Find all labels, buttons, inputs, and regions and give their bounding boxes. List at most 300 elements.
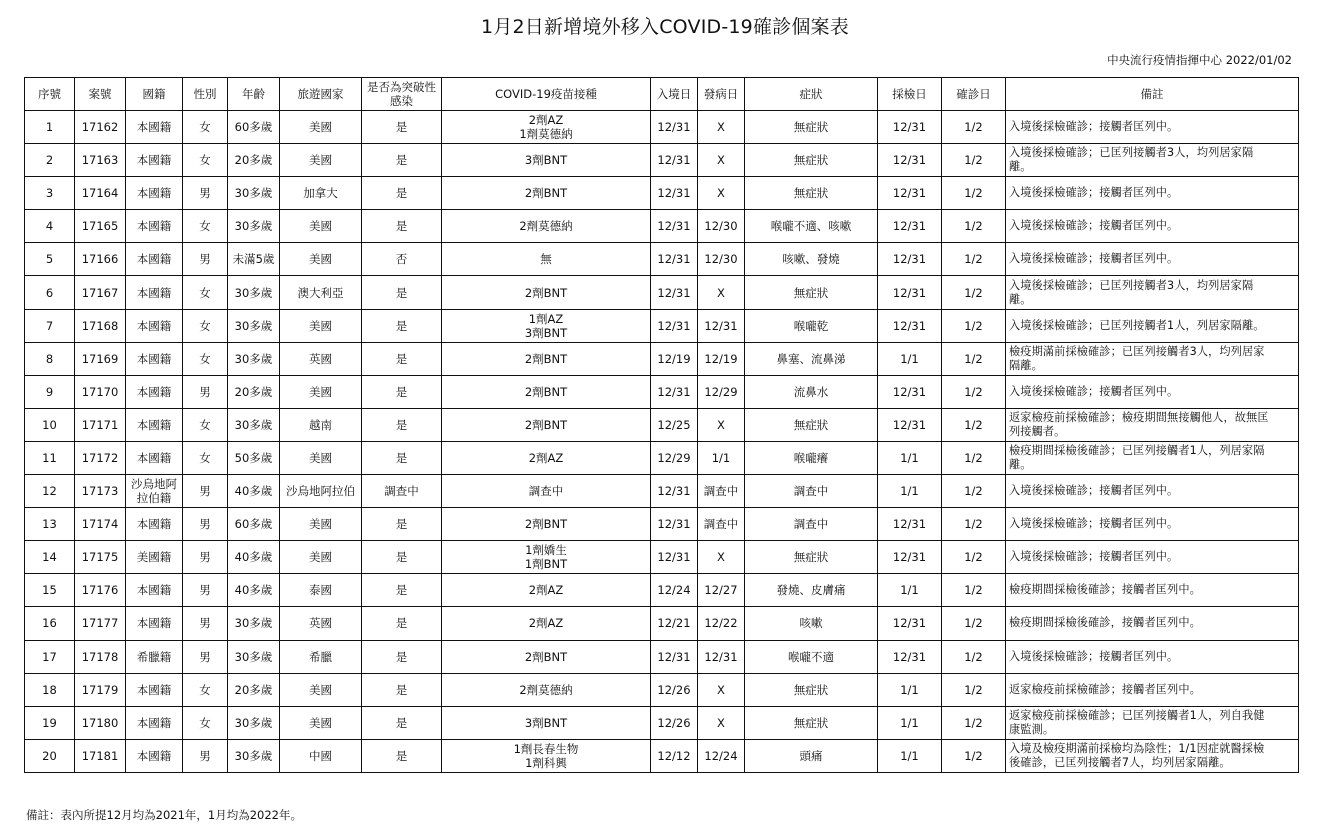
case-table-container [24,77,1298,773]
cell-col-vaccine: 2劑BNT [442,177,651,210]
cell-col-symptoms: 無症狀 [745,673,878,706]
table-row [25,375,1299,408]
cell-col-nationality: 本國籍 [126,276,183,309]
cell-col-confirm-date: 1/2 [942,342,1006,375]
cell-col-case-no: 17169 [75,342,126,375]
cell-col-confirm-date: 1/2 [942,508,1006,541]
cell-col-test-date: 12/31 [878,640,942,673]
header-col-confirm-date: 確診日 [942,78,1006,111]
cell-col-travel-country: 英國 [280,607,362,640]
cell-col-seq: 20 [25,739,75,772]
cell-col-seq: 11 [25,441,75,474]
cell-col-case-no: 17165 [75,210,126,243]
cell-col-onset-date: 12/27 [698,574,745,607]
cell-col-breakthrough: 是 [362,210,442,243]
cell-col-entry-date: 12/31 [651,144,698,177]
cell-col-case-no: 17167 [75,276,126,309]
header-col-entry-date: 入境日 [651,78,698,111]
table-row [25,607,1299,640]
header-col-onset-date: 發病日 [698,78,745,111]
cell-col-travel-country: 美國 [280,144,362,177]
header-col-symptoms: 症狀 [745,78,878,111]
cell-col-symptoms: 調查中 [745,508,878,541]
cell-col-symptoms: 咳嗽 [745,607,878,640]
table-row [25,111,1299,144]
cell-col-symptoms: 喉嚨癢 [745,441,878,474]
cell-col-sex: 男 [183,541,228,574]
cell-col-notes: 入境後採檢確診；接觸者匡列中。 [1006,640,1299,673]
cell-col-breakthrough: 調查中 [362,475,442,508]
cell-col-entry-date: 12/21 [651,607,698,640]
cell-col-confirm-date: 1/2 [942,144,1006,177]
cell-col-case-no: 17181 [75,739,126,772]
cell-col-travel-country: 美國 [280,441,362,474]
cell-col-nationality: 本國籍 [126,739,183,772]
cell-col-age: 20多歲 [228,144,280,177]
cell-col-vaccine: 2劑莫德納 [442,673,651,706]
cell-col-seq: 18 [25,673,75,706]
cell-col-entry-date: 12/31 [651,177,698,210]
header-col-test-date: 採檢日 [878,78,942,111]
cell-col-sex: 男 [183,375,228,408]
cell-col-notes: 返家檢疫前採檢確診；已匡列接觸者1人，列自我健 康監測。 [1006,706,1299,739]
cell-col-onset-date: X [698,111,745,144]
cell-col-breakthrough: 是 [362,706,442,739]
cell-col-breakthrough: 否 [362,243,442,276]
cell-col-test-date: 12/31 [878,111,942,144]
cell-col-symptoms: 鼻塞、流鼻涕 [745,342,878,375]
cell-col-nationality: 本國籍 [126,243,183,276]
cell-col-case-no: 17172 [75,441,126,474]
cell-col-travel-country: 美國 [280,508,362,541]
cell-col-vaccine: 調查中 [442,475,651,508]
cell-col-onset-date: X [698,706,745,739]
cell-col-vaccine: 2劑AZ [442,574,651,607]
table-row [25,177,1299,210]
cell-col-nationality: 沙烏地阿 拉伯籍 [126,475,183,508]
cell-col-entry-date: 12/12 [651,739,698,772]
cell-col-travel-country: 沙烏地阿拉伯 [280,475,362,508]
cell-col-onset-date: 12/31 [698,640,745,673]
header-col-travel-country: 旅遊國家 [280,78,362,111]
cell-col-symptoms: 頭痛 [745,739,878,772]
cell-col-nationality: 美國籍 [126,541,183,574]
cell-col-age: 50多歲 [228,441,280,474]
cell-col-sex: 女 [183,210,228,243]
cell-col-age: 30多歲 [228,177,280,210]
cell-col-seq: 10 [25,408,75,441]
cell-col-notes: 入境後採檢確診；接觸者匡列中。 [1006,177,1299,210]
cell-col-breakthrough: 是 [362,276,442,309]
cell-col-test-date: 12/31 [878,177,942,210]
cell-col-seq: 5 [25,243,75,276]
cell-col-sex: 女 [183,309,228,342]
cell-col-sex: 女 [183,408,228,441]
cell-col-onset-date: 12/29 [698,375,745,408]
cell-col-notes: 檢疫期間採檢後確診，接觸者匡列中。 [1006,607,1299,640]
cell-col-seq: 3 [25,177,75,210]
cell-col-travel-country: 泰國 [280,574,362,607]
cell-col-symptoms: 喉嚨不適、咳嗽 [745,210,878,243]
cell-col-seq: 13 [25,508,75,541]
cell-col-onset-date: 1/1 [698,441,745,474]
cell-col-travel-country: 美國 [280,706,362,739]
cell-col-symptoms: 無症狀 [745,276,878,309]
cell-col-breakthrough: 是 [362,111,442,144]
cell-col-test-date: 12/31 [878,210,942,243]
cell-col-confirm-date: 1/2 [942,475,1006,508]
cell-col-vaccine: 無 [442,243,651,276]
table-header-row [25,78,1299,111]
cell-col-travel-country: 美國 [280,673,362,706]
cell-col-breakthrough: 是 [362,408,442,441]
cell-col-onset-date: X [698,276,745,309]
cell-col-sex: 男 [183,177,228,210]
cell-col-vaccine: 2劑BNT [442,276,651,309]
cell-col-case-no: 17163 [75,144,126,177]
cell-col-sex: 男 [183,640,228,673]
cell-col-nationality: 本國籍 [126,375,183,408]
cell-col-nationality: 本國籍 [126,177,183,210]
cell-col-travel-country: 加拿大 [280,177,362,210]
cell-col-age: 30多歲 [228,309,280,342]
cell-col-confirm-date: 1/2 [942,441,1006,474]
cell-col-nationality: 本國籍 [126,342,183,375]
cell-col-travel-country: 越南 [280,408,362,441]
cell-col-travel-country: 美國 [280,111,362,144]
cell-col-confirm-date: 1/2 [942,243,1006,276]
cell-col-test-date: 1/1 [878,342,942,375]
table-row [25,508,1299,541]
cell-col-confirm-date: 1/2 [942,210,1006,243]
cell-col-case-no: 17178 [75,640,126,673]
cell-col-seq: 16 [25,607,75,640]
cell-col-travel-country: 美國 [280,243,362,276]
cell-col-vaccine: 2劑AZ 1劑莫德納 [442,111,651,144]
cell-col-notes: 入境後採檢確診；接觸者匡列中。 [1006,541,1299,574]
cell-col-symptoms: 喉嚨不適 [745,640,878,673]
cell-col-notes: 入境及檢疫期滿前採檢均為陰性；1/1因症就醫採檢 後確診，已匡列接觸者7人，均列居家隔離。 [1006,739,1299,772]
cell-col-sex: 女 [183,111,228,144]
cell-col-nationality: 本國籍 [126,574,183,607]
cell-col-onset-date: X [698,177,745,210]
cell-col-seq: 17 [25,640,75,673]
cell-col-entry-date: 12/26 [651,706,698,739]
header-col-breakthrough: 是否為突破性 感染 [362,78,442,111]
cell-col-case-no: 17176 [75,574,126,607]
cell-col-vaccine: 1劑嬌生 1劑BNT [442,541,651,574]
cell-col-breakthrough: 是 [362,375,442,408]
cell-col-symptoms: 調查中 [745,475,878,508]
cell-col-travel-country: 美國 [280,210,362,243]
header-col-case-no: 案號 [75,78,126,111]
cell-col-test-date: 12/31 [878,243,942,276]
cell-col-breakthrough: 是 [362,640,442,673]
cell-col-sex: 男 [183,739,228,772]
cell-col-case-no: 17174 [75,508,126,541]
cell-col-nationality: 本國籍 [126,144,183,177]
cell-col-age: 60多歲 [228,111,280,144]
cell-col-breakthrough: 是 [362,342,442,375]
cell-col-age: 40多歲 [228,541,280,574]
table-row [25,475,1299,508]
cell-col-seq: 12 [25,475,75,508]
cell-col-travel-country: 美國 [280,375,362,408]
cell-col-nationality: 本國籍 [126,673,183,706]
cell-col-nationality: 本國籍 [126,607,183,640]
cell-col-notes: 返家檢疫前採檢確診；接觸者匡列中。 [1006,673,1299,706]
case-table [24,77,1299,773]
cell-col-notes: 檢疫期間採檢後確診；已匡列接觸者1人，列居家隔 離。 [1006,441,1299,474]
cell-col-vaccine: 3劑BNT [442,144,651,177]
cell-col-breakthrough: 是 [362,607,442,640]
cell-col-onset-date: X [698,673,745,706]
cell-col-test-date: 12/31 [878,541,942,574]
cell-col-entry-date: 12/31 [651,111,698,144]
cell-col-seq: 1 [25,111,75,144]
table-row [25,706,1299,739]
cell-col-sex: 男 [183,508,228,541]
cell-col-sex: 男 [183,243,228,276]
cell-col-test-date: 12/31 [878,607,942,640]
cell-col-sex: 男 [183,475,228,508]
cell-col-entry-date: 12/31 [651,243,698,276]
table-row [25,342,1299,375]
cell-col-test-date: 12/31 [878,276,942,309]
header-col-nationality: 國籍 [126,78,183,111]
cell-col-symptoms: 無症狀 [745,408,878,441]
cell-col-confirm-date: 1/2 [942,706,1006,739]
cell-col-test-date: 1/1 [878,706,942,739]
cell-col-test-date: 12/31 [878,508,942,541]
cell-col-confirm-date: 1/2 [942,177,1006,210]
cell-col-seq: 2 [25,144,75,177]
cell-col-vaccine: 3劑BNT [442,706,651,739]
cell-col-entry-date: 12/29 [651,441,698,474]
cell-col-age: 40多歲 [228,475,280,508]
cell-col-breakthrough: 是 [362,177,442,210]
cell-col-vaccine: 1劑AZ 3劑BNT [442,309,651,342]
table-row [25,210,1299,243]
table-row [25,276,1299,309]
cell-col-age: 40多歲 [228,574,280,607]
cell-col-age: 60多歲 [228,508,280,541]
cell-col-seq: 9 [25,375,75,408]
cell-col-breakthrough: 是 [362,574,442,607]
cell-col-travel-country: 中國 [280,739,362,772]
cell-col-nationality: 本國籍 [126,111,183,144]
cell-col-test-date: 12/31 [878,309,942,342]
header-col-notes: 備註 [1006,78,1299,111]
cell-col-entry-date: 12/31 [651,475,698,508]
cell-col-onset-date: X [698,408,745,441]
cell-col-confirm-date: 1/2 [942,309,1006,342]
cell-col-seq: 8 [25,342,75,375]
cell-col-symptoms: 咳嗽、發燒 [745,243,878,276]
cell-col-travel-country: 希臘 [280,640,362,673]
table-row [25,574,1299,607]
cell-col-entry-date: 12/26 [651,673,698,706]
table-row [25,144,1299,177]
cell-col-notes: 入境後採檢確診；接觸者匡列中。 [1006,475,1299,508]
cell-col-sex: 女 [183,144,228,177]
cell-col-nationality: 本國籍 [126,706,183,739]
cell-col-age: 20多歲 [228,673,280,706]
cell-col-case-no: 17162 [75,111,126,144]
cell-col-notes: 檢疫期滿前採檢確診；已匡列接觸者3人，均列居家 隔離。 [1006,342,1299,375]
cell-col-test-date: 1/1 [878,475,942,508]
cell-col-symptoms: 無症狀 [745,541,878,574]
table-row [25,673,1299,706]
cell-col-entry-date: 12/25 [651,408,698,441]
cell-col-breakthrough: 是 [362,541,442,574]
cell-col-vaccine: 2劑AZ [442,607,651,640]
cell-col-nationality: 希臘籍 [126,640,183,673]
cell-col-symptoms: 流鼻水 [745,375,878,408]
header-col-sex: 性別 [183,78,228,111]
cell-col-age: 未滿5歲 [228,243,280,276]
table-row [25,541,1299,574]
cell-col-vaccine: 2劑BNT [442,375,651,408]
cell-col-test-date: 1/1 [878,673,942,706]
cell-col-entry-date: 12/24 [651,574,698,607]
cell-col-seq: 15 [25,574,75,607]
cell-col-notes: 入境後採檢確診；接觸者匡列中。 [1006,508,1299,541]
cell-col-symptoms: 喉嚨乾 [745,309,878,342]
table-row [25,441,1299,474]
cell-col-nationality: 本國籍 [126,210,183,243]
cell-col-age: 30多歲 [228,276,280,309]
cell-col-nationality: 本國籍 [126,309,183,342]
cell-col-onset-date: 12/19 [698,342,745,375]
header-col-age: 年齡 [228,78,280,111]
cell-col-seq: 7 [25,309,75,342]
cell-col-symptoms: 無症狀 [745,177,878,210]
cell-col-vaccine: 2劑BNT [442,640,651,673]
cell-col-confirm-date: 1/2 [942,607,1006,640]
cell-col-case-no: 17179 [75,673,126,706]
cell-col-onset-date: 調查中 [698,508,745,541]
cell-col-breakthrough: 是 [362,144,442,177]
cell-col-vaccine: 2劑BNT [442,342,651,375]
table-body [25,111,1299,773]
cell-col-nationality: 本國籍 [126,508,183,541]
cell-col-age: 30多歲 [228,210,280,243]
header-col-vaccine: COVID-19疫苗接種 [442,78,651,111]
footnote: 備註：表內所提12月均為2021年，1月均為2022年。 [26,808,302,822]
table-row [25,408,1299,441]
cell-col-entry-date: 12/31 [651,508,698,541]
cell-col-sex: 女 [183,342,228,375]
cell-col-case-no: 17173 [75,475,126,508]
cell-col-sex: 男 [183,574,228,607]
cell-col-age: 30多歲 [228,739,280,772]
cell-col-case-no: 17177 [75,607,126,640]
cell-col-sex: 男 [183,607,228,640]
cell-col-entry-date: 12/31 [651,210,698,243]
cell-col-sex: 女 [183,441,228,474]
cell-col-confirm-date: 1/2 [942,541,1006,574]
cell-col-symptoms: 無症狀 [745,706,878,739]
cell-col-age: 30多歲 [228,408,280,441]
cell-col-seq: 14 [25,541,75,574]
cell-col-entry-date: 12/31 [651,541,698,574]
page-title: 1月2日新增境外移入COVID-19確診個案表 [481,16,849,38]
cell-col-notes: 入境後採檢確診；接觸者匡列中。 [1006,243,1299,276]
cell-col-age: 20多歲 [228,375,280,408]
table-row [25,309,1299,342]
cell-col-case-no: 17171 [75,408,126,441]
cell-col-confirm-date: 1/2 [942,739,1006,772]
cell-col-case-no: 17166 [75,243,126,276]
cell-col-case-no: 17168 [75,309,126,342]
cell-col-notes: 入境後採檢確診；接觸者匡列中。 [1006,375,1299,408]
cell-col-breakthrough: 是 [362,309,442,342]
cell-col-test-date: 12/31 [878,408,942,441]
cell-col-seq: 4 [25,210,75,243]
cell-col-travel-country: 美國 [280,541,362,574]
table-row [25,640,1299,673]
table-row [25,243,1299,276]
cell-col-onset-date: X [698,144,745,177]
cell-col-entry-date: 12/31 [651,375,698,408]
cell-col-case-no: 17175 [75,541,126,574]
cell-col-test-date: 1/1 [878,441,942,474]
cell-col-nationality: 本國籍 [126,408,183,441]
cell-col-vaccine: 2劑BNT [442,408,651,441]
cell-col-notes: 返家檢疫前採檢確診；檢疫期間無接觸他人，故無匡 列接觸者。 [1006,408,1299,441]
cell-col-case-no: 17170 [75,375,126,408]
cell-col-onset-date: 12/31 [698,309,745,342]
cell-col-breakthrough: 是 [362,739,442,772]
cell-col-breakthrough: 是 [362,441,442,474]
cell-col-entry-date: 12/31 [651,309,698,342]
cell-col-sex: 女 [183,673,228,706]
cell-col-notes: 入境後採檢確診；已匡列接觸者3人，均列居家隔 離。 [1006,276,1299,309]
header-col-seq: 序號 [25,78,75,111]
cell-col-breakthrough: 是 [362,508,442,541]
cell-col-onset-date: 調查中 [698,475,745,508]
cell-col-age: 30多歲 [228,640,280,673]
cell-col-vaccine: 2劑AZ [442,441,651,474]
cell-col-symptoms: 發燒、皮膚痛 [745,574,878,607]
cell-col-notes: 入境後採檢確診；已匡列接觸者1人，列居家隔離。 [1006,309,1299,342]
cell-col-nationality: 本國籍 [126,441,183,474]
cell-col-confirm-date: 1/2 [942,111,1006,144]
cell-col-vaccine: 1劑長春生物 1劑科興 [442,739,651,772]
cell-col-case-no: 17180 [75,706,126,739]
table-row [25,739,1299,772]
cell-col-entry-date: 12/31 [651,640,698,673]
cell-col-case-no: 17164 [75,177,126,210]
cell-col-travel-country: 美國 [280,309,362,342]
cell-col-test-date: 12/31 [878,375,942,408]
cell-col-travel-country: 澳大利亞 [280,276,362,309]
cell-col-travel-country: 英國 [280,342,362,375]
cell-col-test-date: 1/1 [878,574,942,607]
cell-col-sex: 女 [183,706,228,739]
cell-col-confirm-date: 1/2 [942,640,1006,673]
cell-col-breakthrough: 是 [362,673,442,706]
cell-col-entry-date: 12/31 [651,276,698,309]
cell-col-confirm-date: 1/2 [942,375,1006,408]
cell-col-notes: 入境後採檢確診；已匡列接觸者3人，均列居家隔 離。 [1006,144,1299,177]
cell-col-seq: 6 [25,276,75,309]
cell-col-age: 30多歲 [228,342,280,375]
cell-col-confirm-date: 1/2 [942,574,1006,607]
cell-col-notes: 入境後採檢確診；接觸者匡列中。 [1006,111,1299,144]
cell-col-onset-date: X [698,541,745,574]
